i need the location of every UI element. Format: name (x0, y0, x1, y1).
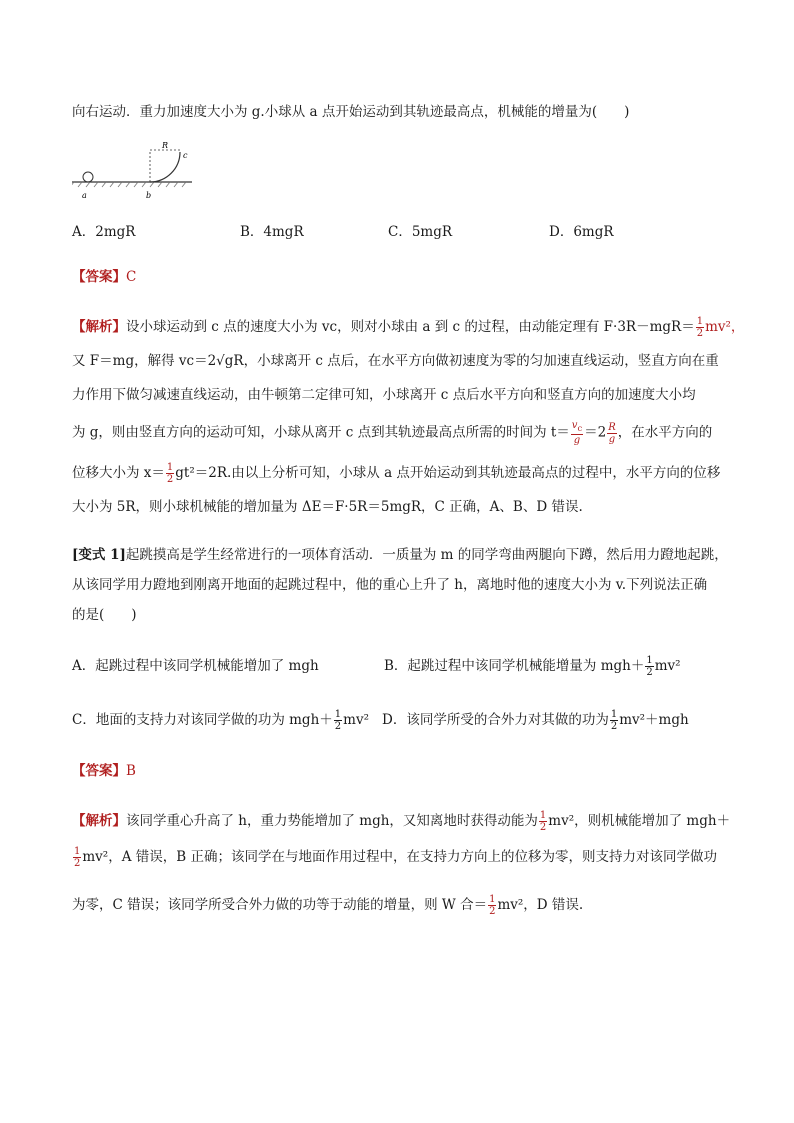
label-a: a (82, 191, 87, 200)
variant-option-c: C．地面的支持力对该同学做的功为 mgh＋ $\frac{1}{2}$ mv² (72, 709, 369, 732)
analysis-line-1: 【解析】设小球运动到 c 点的速度大小为 vc，则对小球由 a 到 c 的过程，由动能定理有 F·3R－mgR＝ $\frac{1}{2}$ mv²， (72, 316, 745, 339)
label-R: R (162, 141, 169, 150)
analysis-line-2: 又 F＝mg，解得 vc＝2√gR，小球离开 c 点后，在水平方向做初速度为零的匀加速直线运动，竖直方向在重 (72, 353, 719, 369)
option-b: B．4mgR (240, 224, 304, 240)
label-c: c (183, 151, 188, 160)
answer-line (72, 266, 136, 288)
variant-stem-line-2: 从该同学用力蹬地到刚离开地面的起跳过程中，他的重心上升了 h，离地时他的速度大小为 v.下列说法正确 (72, 577, 708, 593)
analysis-line-3: 力作用下做匀减速直线运动，由牛顿第二定律可知，小球离开 c 点后水平方向和竖直方向的加速度大小均 (72, 387, 696, 403)
label-b: b (146, 191, 152, 200)
analysis-line-5: 位移大小为 x＝ $\frac{1}{2}$ gt²＝2R.由以上分析可知，小球从 a 点开始运动到其轨迹最高点的过程中，水平方向的位移 (72, 462, 721, 485)
variant-stem-line-1: [变式 1]起跳摸高是学生经常进行的一项体育活动．一质量为 m 的同学弯曲两腿向下蹲，然后用力蹬地起跳， (72, 547, 728, 563)
variant-analysis-line-3: 为零，C 错误；该同学所受合外力做的功等于动能的增量，则 W 合＝ $\frac{1}{2}$ mv²，D 错误. (72, 894, 584, 917)
question-stem: 向右运动．重力加速度大小为 g.小球从 a 点开始运动到其轨迹最高点，机械能的增量为( ) (72, 104, 630, 120)
variant-option-b: B．起跳过程中该同学机械能增量为 mgh＋ $\frac{1}{2}$ mv² (384, 655, 681, 678)
variant-stem-line-3: 的是( ) (72, 607, 137, 623)
variant-tag: [变式 1] (72, 547, 126, 563)
variant-analysis-line-1: 【解析】该同学重心升高了 h，重力势能增加了 mgh，又知离地时获得动能为 $\frac{1}{2}$ mv²，则机械能增加了 mgh＋ (72, 810, 731, 833)
option-a: A．2mgR (72, 224, 136, 240)
variant-option-a: A．起跳过程中该同学机械能增加了 mgh (72, 658, 319, 674)
analysis-line-6: 大小为 5R，则小球机械能的增加量为 ΔE＝F·5R＝5mgR，C 正确，A、B、D 错误. (72, 499, 583, 515)
answer-value: C (126, 269, 137, 285)
option-d: D．6mgR (549, 224, 614, 240)
option-c: C．5mgR (388, 224, 453, 240)
variant-answer-line: 【答案】B (72, 763, 136, 779)
variant-option-d: D．该同学所受的合外力对其做的功为 $\frac{1}{2}$ mv²＋mgh (382, 709, 689, 732)
variant-analysis-line-2: $\frac{1}{2}$ mv²，A 错误，B 正确；该同学在与地面作用过程中，在支持力方向上的位移为零，则支持力对该同学做功 (74, 846, 717, 869)
answer-tag: 【答案】 (72, 269, 126, 285)
analysis-line-4: 为 g，则由竖直方向的运动可知，小球从离开 c 点到其轨迹最高点所需的时间为 t＝ $\frac{v_c}{g}$ ＝2 $\frac{R}{g}$ ，在水平方向的 (72, 420, 713, 446)
track-figure (72, 138, 202, 208)
